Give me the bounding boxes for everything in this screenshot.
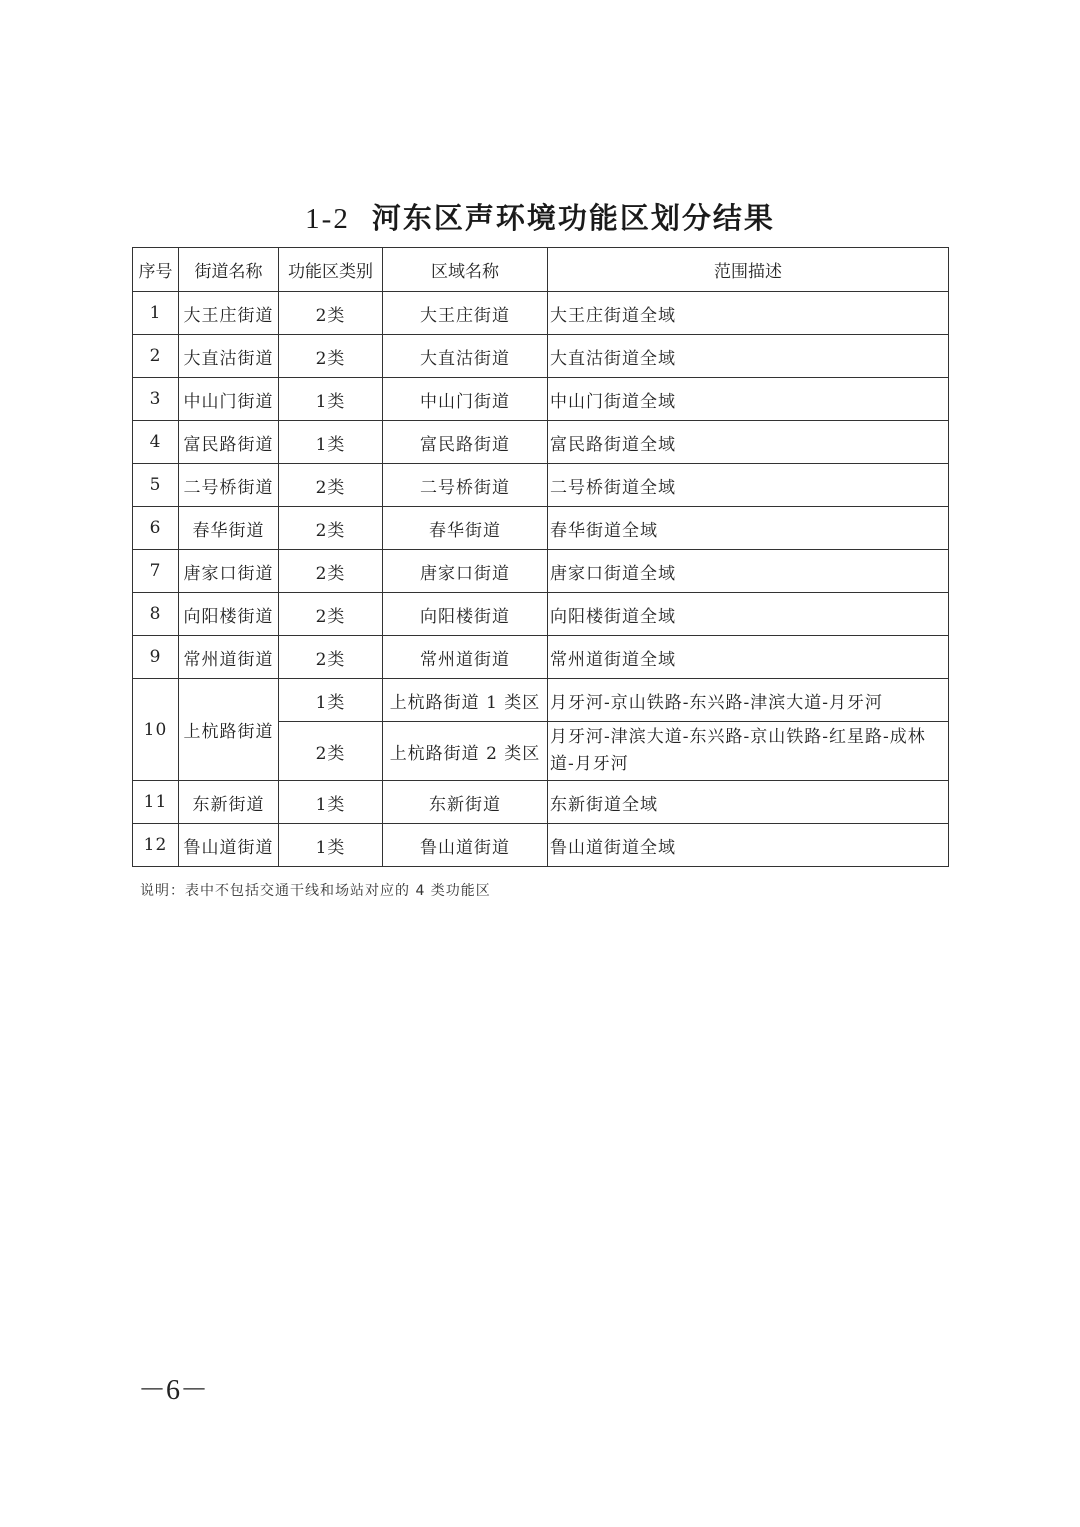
table-row (133, 593, 949, 636)
cell-description: 常州道街道全域 (548, 636, 949, 679)
cell-no: 3 (133, 378, 179, 421)
cell-no: 1 (133, 292, 179, 335)
cell-area: 东新街道 (383, 781, 548, 824)
header-no: 序号 (133, 248, 179, 292)
cell-category: 2类 (279, 593, 383, 636)
cell-category: 2类 (279, 722, 383, 781)
cell-area: 二号桥街道 (383, 464, 548, 507)
table-row (133, 636, 949, 679)
cell-category: 2类 (279, 550, 383, 593)
cell-area: 常州道街道 (383, 636, 548, 679)
table-title-number: 1-2 (305, 203, 350, 235)
header-area: 区域名称 (383, 248, 548, 292)
cell-description: 大王庄街道全域 (548, 292, 949, 335)
cell-street: 二号桥街道 (179, 464, 279, 507)
cell-area: 春华街道 (383, 507, 548, 550)
cell-no: 9 (133, 636, 179, 679)
cell-area: 唐家口街道 (383, 550, 548, 593)
cell-no: 10 (133, 679, 179, 781)
cell-category: 2类 (279, 507, 383, 550)
cell-street: 上杭路街道 (179, 679, 279, 781)
cell-street: 鲁山道街道 (179, 824, 279, 867)
cell-no: 8 (133, 593, 179, 636)
cell-no: 7 (133, 550, 179, 593)
table-row (133, 292, 949, 335)
cell-category: 2类 (279, 292, 383, 335)
cell-description: 唐家口街道全域 (548, 550, 949, 593)
cell-street: 常州道街道 (179, 636, 279, 679)
cell-street: 向阳楼街道 (179, 593, 279, 636)
cell-description: 富民路街道全域 (548, 421, 949, 464)
cell-description: 月牙河-京山铁路-东兴路-津滨大道-月牙河 (548, 679, 949, 722)
header-description: 范围描述 (548, 248, 949, 292)
cell-street: 东新街道 (179, 781, 279, 824)
table-row (133, 507, 949, 550)
cell-category: 1类 (279, 378, 383, 421)
cell-area: 富民路街道 (383, 421, 548, 464)
cell-description: 鲁山道街道全域 (548, 824, 949, 867)
cell-street: 中山门街道 (179, 378, 279, 421)
cell-area: 上杭路街道 1 类区 (383, 679, 548, 722)
cell-street: 富民路街道 (179, 421, 279, 464)
table-title (0, 196, 1080, 237)
cell-area: 向阳楼街道 (383, 593, 548, 636)
cell-category: 1类 (279, 679, 383, 722)
cell-area: 大王庄街道 (383, 292, 548, 335)
cell-description: 向阳楼街道全域 (548, 593, 949, 636)
page-number: －6－ (138, 1375, 209, 1406)
table-row (133, 679, 949, 722)
cell-area: 大直沽街道 (383, 335, 548, 378)
cell-area: 上杭路街道 2 类区 (383, 722, 548, 781)
cell-description: 大直沽街道全域 (548, 335, 949, 378)
table-row (133, 781, 949, 824)
cell-no: 5 (133, 464, 179, 507)
cell-street: 唐家口街道 (179, 550, 279, 593)
cell-description: 二号桥街道全域 (548, 464, 949, 507)
cell-no: 6 (133, 507, 179, 550)
cell-area: 鲁山道街道 (383, 824, 548, 867)
table-row (133, 824, 949, 867)
table-row (133, 464, 949, 507)
header-category: 功能区类别 (279, 248, 383, 292)
cell-category: 2类 (279, 464, 383, 507)
cell-no: 11 (133, 781, 179, 824)
cell-category: 1类 (279, 421, 383, 464)
table-note: 说明：表中不包括交通干线和场站对应的 4 类功能区 (140, 883, 491, 899)
cell-no: 4 (133, 421, 179, 464)
cell-category: 1类 (279, 824, 383, 867)
cell-category: 2类 (279, 335, 383, 378)
cell-street: 春华街道 (179, 507, 279, 550)
table-title-text: 河东区声环境功能区划分结果 (371, 201, 775, 235)
table-row (133, 421, 949, 464)
noise-zone-table (132, 247, 949, 867)
table-header-row (133, 248, 949, 292)
cell-category: 1类 (279, 781, 383, 824)
cell-description: 春华街道全域 (548, 507, 949, 550)
cell-area: 中山门街道 (383, 378, 548, 421)
cell-street: 大王庄街道 (179, 292, 279, 335)
cell-description: 东新街道全域 (548, 781, 949, 824)
cell-category: 2类 (279, 636, 383, 679)
table-row (133, 378, 949, 421)
cell-street: 大直沽街道 (179, 335, 279, 378)
header-street: 街道名称 (179, 248, 279, 292)
cell-description: 中山门街道全域 (548, 378, 949, 421)
cell-no: 12 (133, 824, 179, 867)
table-row (133, 550, 949, 593)
table-row (133, 335, 949, 378)
cell-no: 2 (133, 335, 179, 378)
cell-description: 月牙河-津滨大道-东兴路-京山铁路-红星路-成林道-月牙河 (548, 722, 949, 781)
